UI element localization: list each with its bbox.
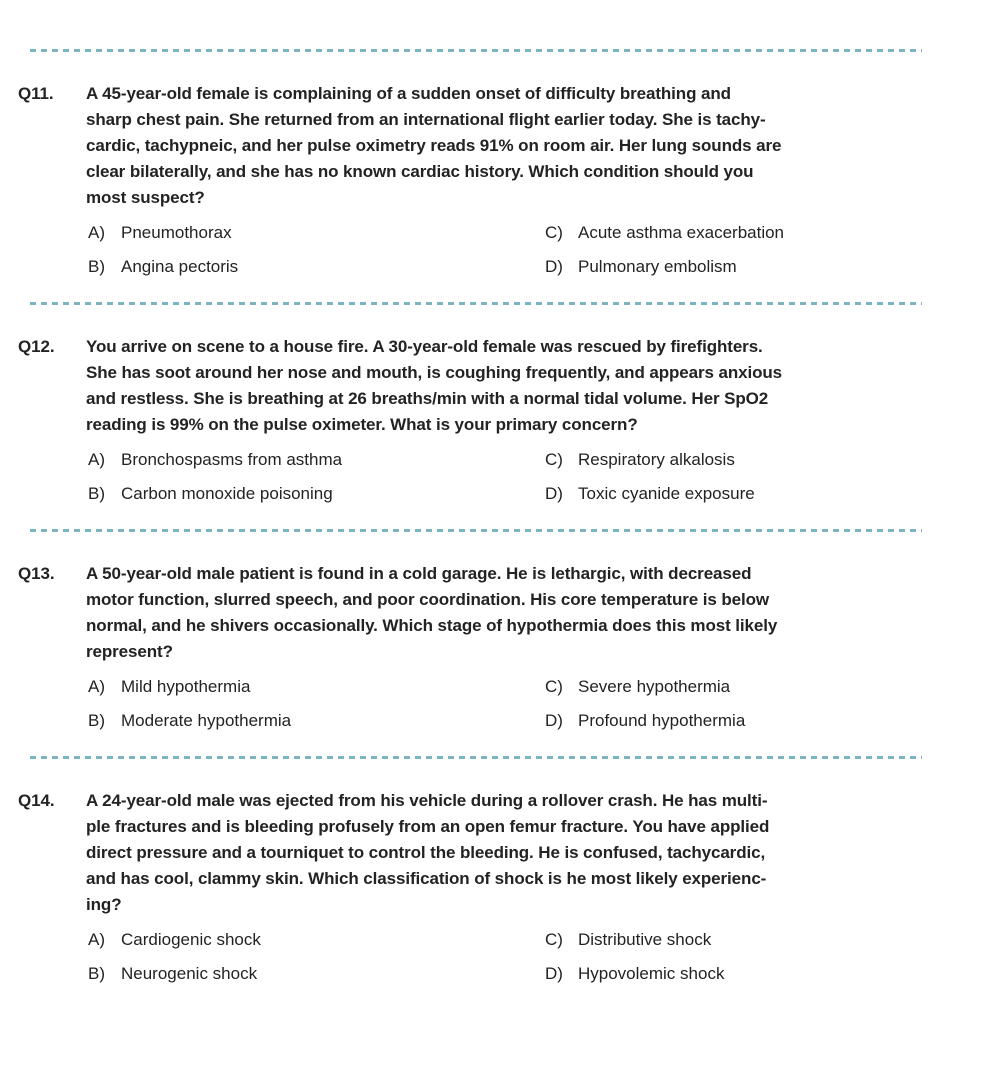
option-a xyxy=(88,927,545,953)
question-block xyxy=(0,49,984,302)
question-body xyxy=(86,788,984,987)
question-text-line: and has cool, clammy skin. Which classification of shock is he most likely experienc- xyxy=(86,869,767,888)
option-a xyxy=(88,447,545,473)
question-text-line: reading is 99% on the pulse oximeter. What is your primary concern? xyxy=(86,415,638,434)
option-letter: A) xyxy=(88,223,105,242)
question-body xyxy=(86,561,984,734)
question-number: Q14. xyxy=(18,791,55,810)
option-text: Neurogenic shock xyxy=(121,964,258,983)
option-letter: D) xyxy=(545,964,563,983)
option-letter: A) xyxy=(88,450,105,469)
question-options xyxy=(86,674,984,734)
option-b xyxy=(88,481,545,507)
question-divider xyxy=(30,529,922,532)
option-text: Carbon monoxide poisoning xyxy=(121,484,333,503)
question-block xyxy=(0,756,984,1009)
option-letter: A) xyxy=(88,677,105,696)
question-text-line: normal, and he shivers occasionally. Which stage of hypothermia does this most likely xyxy=(86,616,778,635)
option-text: Distributive shock xyxy=(578,930,712,949)
question-text-line: direct pressure and a tourniquet to control the bleeding. He is confused, tachycardic, xyxy=(86,843,766,862)
question-text-line: A 24-year-old male was ejected from his vehicle during a rollover crash. He has multi- xyxy=(86,791,768,810)
option-letter: C) xyxy=(545,930,563,949)
question-text-line: cardic, tachypneic, and her pulse oximetry reads 91% on room air. Her lung sounds are xyxy=(86,136,782,155)
question-divider xyxy=(30,49,922,52)
question-text-line: ing? xyxy=(86,895,122,914)
question-divider xyxy=(30,302,922,305)
question-text xyxy=(86,334,984,438)
option-text: Severe hypothermia xyxy=(578,677,731,696)
question-text-line: She has soot around her nose and mouth, is coughing frequently, and appears anxious xyxy=(86,363,783,382)
option-letter: C) xyxy=(545,450,563,469)
option-text: Pneumothorax xyxy=(121,223,232,242)
question-text-line: most suspect? xyxy=(86,188,205,207)
option-letter: D) xyxy=(545,711,563,730)
option-c xyxy=(545,220,984,246)
question-text-line: A 50-year-old male patient is found in a cold garage. He is lethargic, with decreased xyxy=(86,564,752,583)
option-text: Pulmonary embolism xyxy=(578,257,737,276)
option-letter: C) xyxy=(545,223,563,242)
option-c xyxy=(545,927,984,953)
option-d xyxy=(545,481,984,507)
option-text: Respiratory alkalosis xyxy=(578,450,735,469)
question-options xyxy=(86,927,984,987)
question-text-line: You arrive on scene to a house fire. A 30-year-old female was rescued by firefighters. xyxy=(86,337,763,356)
question-list xyxy=(0,49,984,1009)
question-divider xyxy=(30,756,922,759)
option-d xyxy=(545,708,984,734)
question-number: Q12. xyxy=(18,337,55,356)
question-body xyxy=(86,334,984,507)
option-letter: D) xyxy=(545,257,563,276)
option-b xyxy=(88,961,545,987)
option-a xyxy=(88,220,545,246)
question-text-line: clear bilaterally, and she has no known cardiac history. Which condition should you xyxy=(86,162,754,181)
question-text-line: and restless. She is breathing at 26 breaths/min with a normal tidal volume. Her SpO2 xyxy=(86,389,769,408)
question-row xyxy=(18,561,984,756)
option-text: Profound hypothermia xyxy=(578,711,746,730)
question-body xyxy=(86,81,984,280)
option-text: Mild hypothermia xyxy=(121,677,251,696)
question-text-line: sharp chest pain. She returned from an international flight earlier today. She is tachy- xyxy=(86,110,766,129)
option-d xyxy=(545,254,984,280)
option-c xyxy=(545,447,984,473)
option-letter: B) xyxy=(88,257,105,276)
question-text xyxy=(86,561,984,665)
option-letter: A) xyxy=(88,930,105,949)
question-options xyxy=(86,220,984,280)
question-text xyxy=(86,81,984,211)
question-block xyxy=(0,529,984,756)
option-text: Toxic cyanide exposure xyxy=(578,484,755,503)
option-c xyxy=(545,674,984,700)
option-letter: B) xyxy=(88,964,105,983)
option-letter: D) xyxy=(545,484,563,503)
question-text xyxy=(86,788,984,918)
question-text-line: ple fractures and is bleeding profusely from an open femur fracture. You have applied xyxy=(86,817,770,836)
option-letter: C) xyxy=(545,677,563,696)
option-letter: B) xyxy=(88,484,105,503)
question-text-line: motor function, slurred speech, and poor coordination. His core temperature is below xyxy=(86,590,770,609)
option-text: Bronchospasms from asthma xyxy=(121,450,343,469)
option-text: Cardiogenic shock xyxy=(121,930,261,949)
question-number: Q13. xyxy=(18,564,55,583)
option-text: Angina pectoris xyxy=(121,257,239,276)
question-row xyxy=(18,334,984,529)
option-b xyxy=(88,254,545,280)
option-text: Acute asthma exacerbation xyxy=(578,223,785,242)
question-text-line: represent? xyxy=(86,642,173,661)
option-d xyxy=(545,961,984,987)
question-row xyxy=(18,81,984,302)
question-block xyxy=(0,302,984,529)
option-a xyxy=(88,674,545,700)
question-row xyxy=(18,788,984,1009)
option-text: Moderate hypothermia xyxy=(121,711,292,730)
option-b xyxy=(88,708,545,734)
question-text-line: A 45-year-old female is complaining of a sudden onset of difficulty breathing and xyxy=(86,84,731,103)
question-options xyxy=(86,447,984,507)
question-number: Q11. xyxy=(18,84,54,103)
option-letter: B) xyxy=(88,711,105,730)
option-text: Hypovolemic shock xyxy=(578,964,725,983)
